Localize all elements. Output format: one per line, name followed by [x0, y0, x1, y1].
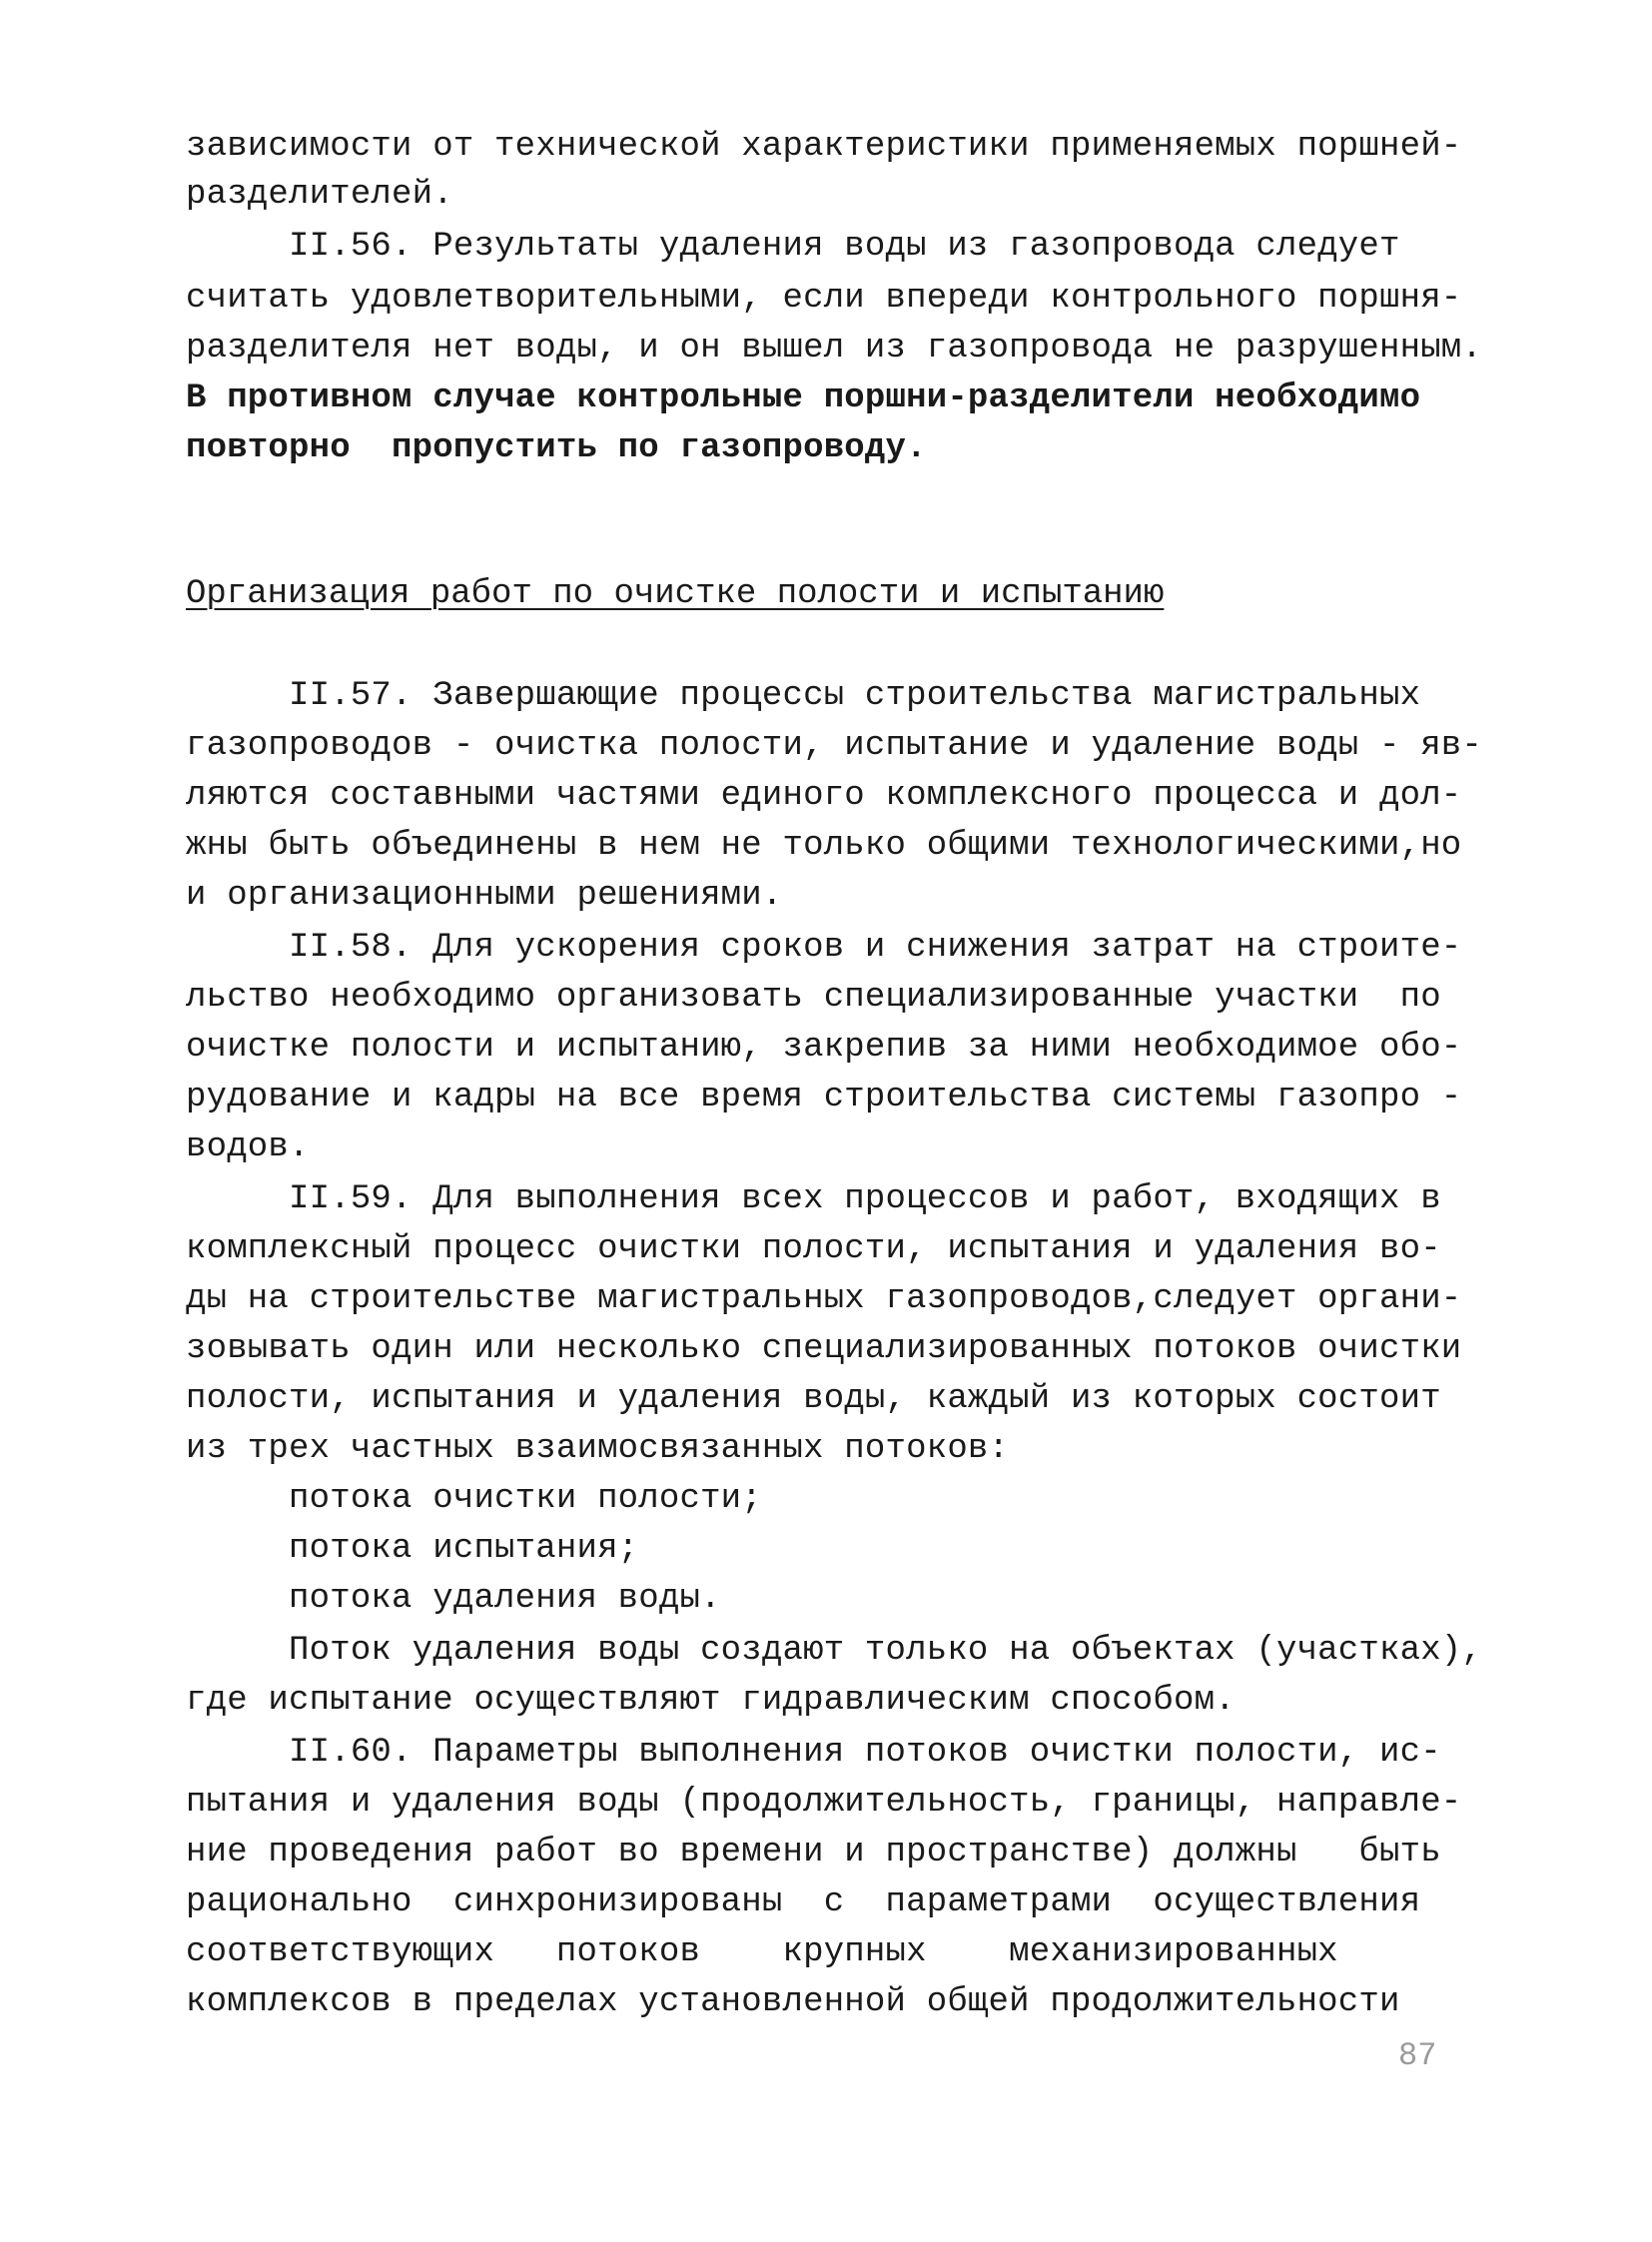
text-line: ляются составными частями единого комплексного процесса и дол- — [186, 777, 1462, 815]
text-line: разделителя нет воды, и он вышел из газопровода не разрушенным. — [186, 330, 1483, 368]
page-number: 87 — [1398, 2037, 1437, 2074]
text-line: комплексов в пределах установленной общей продолжительности — [186, 1983, 1400, 2021]
text-line: комплексный процесс очистки полости, испытания и удаления во- — [186, 1230, 1441, 1268]
text-line: II.56. Результаты удаления воды из газопровода следует — [186, 228, 1400, 266]
text-line: разделителей. — [186, 176, 453, 214]
text-line: Поток удаления воды создают только на объектах (участках), — [186, 1632, 1483, 1670]
text-line: считать удовлетворительными, если впереди контрольного поршня- — [186, 280, 1462, 318]
text-line: пытания и удаления воды (продолжительность, границы, направле- — [186, 1784, 1462, 1822]
text-line: зависимости от технической характеристики применяемых поршней- — [186, 128, 1462, 166]
text-line: рационально синхронизированы с параметрами осуществления — [186, 1883, 1421, 1921]
text-line: ние проведения работ во времени и пространстве) должны быть — [186, 1834, 1441, 1871]
text-line: повторно пропустить по газопроводу. — [186, 429, 927, 467]
text-line: зовывать один или несколько специализированных потоков очистки — [186, 1330, 1462, 1368]
text-line: газопроводов - очистка полости, испытание и удаление воды - яв- — [186, 727, 1483, 765]
text-line: II.57. Завершающие процессы строительства магистральных — [186, 677, 1421, 715]
text-line: II.60. Параметры выполнения потоков очистки полости, ис- — [186, 1734, 1441, 1772]
text-line: II.58. Для ускорения сроков и снижения затрат на строите- — [186, 929, 1462, 967]
text-line: водов. — [186, 1128, 310, 1166]
text-line: полости, испытания и удаления воды, каждый из которых состоит — [186, 1380, 1441, 1418]
text-line: льство необходимо организовать специализированные участки по — [186, 979, 1441, 1017]
text-line: потока очистки полости; — [186, 1480, 762, 1518]
text-line: где испытание осуществляют гидравлическим способом. — [186, 1682, 1236, 1720]
section-heading: Организация работ по очистке полости и испытанию — [186, 575, 1165, 613]
text-line: соответствующих потоков крупных механизированных — [186, 1933, 1338, 1971]
text-line: и организационными решениями. — [186, 877, 783, 915]
text-line: В противном случае контрольные поршни-разделители необходимо — [186, 379, 1421, 417]
text-line: потока удаления воды. — [186, 1580, 721, 1618]
text-line: II.59. Для выполнения всех процессов и работ, входящих в — [186, 1180, 1441, 1218]
text-line: очистке полости и испытанию, закрепив за ними необходимое обо- — [186, 1029, 1462, 1067]
text-line: ды на строительстве магистральных газопроводов,следует органи- — [186, 1280, 1462, 1318]
text-line: жны быть объединены в нем не только общими технологическими,но — [186, 827, 1462, 865]
text-line: потока испытания; — [186, 1530, 639, 1568]
text-line: из трех частных взаимосвязанных потоков: — [186, 1430, 1010, 1468]
text-line: рудование и кадры на все время строительства системы газопро - — [186, 1079, 1462, 1117]
